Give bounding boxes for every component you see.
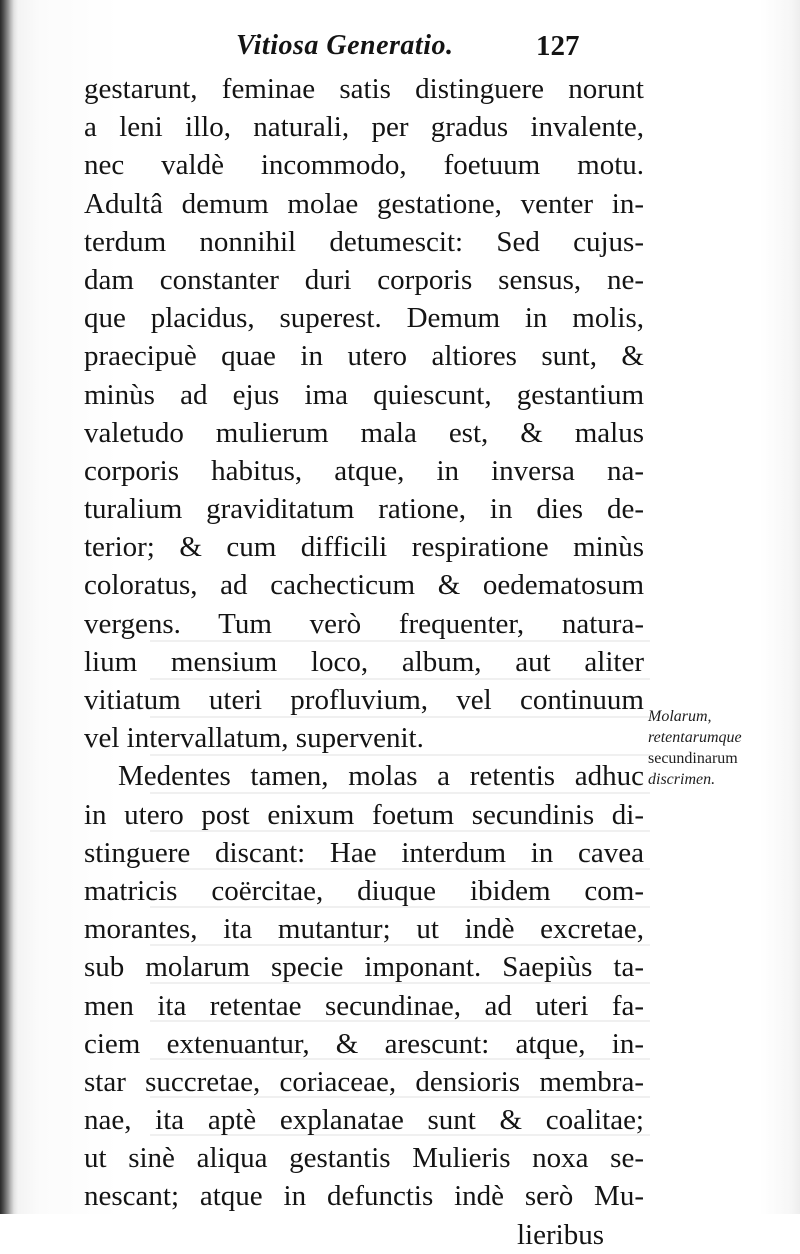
text-line: nec valdè incommodo, foetuum motu. (84, 149, 644, 182)
text-line: nescant; atque in defunctis indè serò Mu- (84, 1180, 644, 1213)
text-line: Medentes tamen, molas a retentis adhuc (118, 760, 644, 793)
text-line: ut sinè aliqua gestantis Mulieris noxa se- (84, 1142, 644, 1175)
text-line: vel intervallatum, supervenit. (84, 722, 424, 755)
marginal-note-line: discrimen. (648, 771, 716, 788)
text-line: stinguere discant: Hae interdum in cavea (84, 836, 644, 869)
marginal-note-line: secundinarum (648, 750, 738, 767)
text-line: Adultâ demum molae gestatione, venter in- (84, 187, 644, 220)
text-line: coloratus, ad cachecticum & oedematosum (84, 569, 644, 602)
text-line: in utero post enixum foetum secundinis di- (84, 798, 644, 831)
text-line: matricis coërcitae, diuque ibidem com- (84, 874, 644, 907)
text-line: terdum nonnihil detumescit: Sed cujus- (84, 225, 644, 258)
text-line: vitiatum uteri profluvium, vel continuum (84, 684, 644, 716)
text-line: corporis habitus, atque, in inversa na- (84, 454, 644, 487)
text-line: vergens. Tum verò frequenter, natura- (84, 607, 644, 640)
page-number: 127 (536, 30, 580, 62)
text-line: terior; & cum difficili respiratione minùs (84, 531, 644, 564)
text-line: nae, ita aptè explanatae sunt & coalitae; (84, 1104, 644, 1137)
text-line: sub molarum specie imponant. Saepiùs ta- (84, 951, 644, 984)
marginal-note-line: Molarum, (648, 708, 712, 725)
text-line: ciem extenuantur, & arescunt: atque, in- (84, 1027, 644, 1060)
text-line: men ita retentae secundinae, ad uteri fa- (84, 989, 644, 1022)
text-line: turalium graviditatum ratione, in dies de- (84, 493, 644, 526)
body-text (84, 70, 644, 1254)
text-line: minùs ad ejus ima quiescunt, gestantium (84, 378, 644, 411)
text-line: a leni illo, naturali, per gradus invalente, (84, 111, 644, 144)
text-line: dam constanter duri corporis sensus, ne- (84, 263, 644, 296)
text-line: star succretae, coriaceae, densioris membra- (84, 1065, 644, 1098)
page-header (236, 30, 606, 70)
text-line: valetudo mulierum mala est, & malus (84, 416, 644, 449)
marginal-note (648, 706, 796, 790)
running-title: Vitiosa Generatio. (236, 30, 454, 61)
binding-gutter-shadow (0, 0, 18, 1214)
text-line: lium mensium loco, album, aut aliter (84, 645, 644, 678)
text-line: morantes, ita mutantur; ut indè excretae, (84, 913, 644, 946)
catchword: lieribus (517, 1218, 604, 1251)
text-line: gestarunt, feminae satis distinguere norunt (84, 73, 644, 105)
marginal-note-line: retentarumque (648, 729, 742, 746)
text-line: praecipuè quae in utero altiores sunt, & (84, 340, 644, 373)
text-line: que placidus, superest. Demum in molis, (84, 302, 644, 335)
